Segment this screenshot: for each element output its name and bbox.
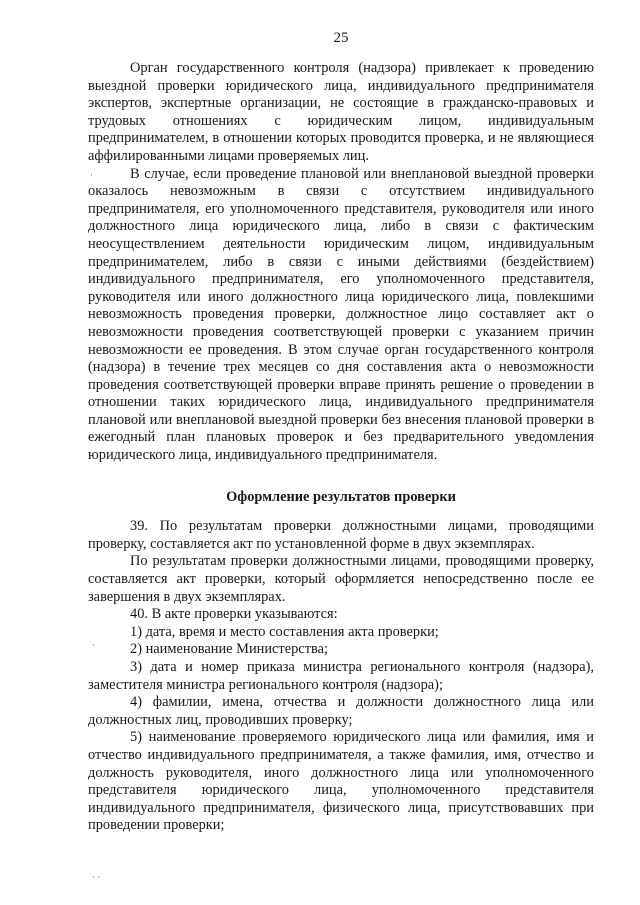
list-item-1: 1) дата, время и место составления акта проверки;	[130, 623, 439, 640]
scan-mark: · ·	[92, 872, 101, 882]
paragraph-act-drafted: По результатам проверки должностными лицами, проводящими проверку, составляется акт проверки, который оформляется непосредственно после ее завершения в двух экземплярах.	[88, 553, 594, 605]
list-item-3: 3) дата и номер приказа министра регионального контроля (надзора), заместителя министра регионального контроля (надзора);	[88, 659, 594, 693]
paragraph-40: 40. В акте проверки указываются:	[130, 606, 338, 623]
document-body	[88, 60, 594, 835]
paragraph-39: 39. По результатам проверки должностными лицами, проводящими проверку, составляется акт по установленной форме в двух экземплярах.	[88, 518, 594, 552]
section-heading: Оформление результатов проверки	[226, 488, 456, 505]
list-item-2: 2) наименование Министерства;	[130, 641, 328, 658]
page-number: 25	[333, 30, 349, 46]
paragraph-impossible-inspection: В случае, если проведение плановой или внеплановой выездной проверки оказалось невозможным в связи с отсутствием индивидуального предпринимателя, его уполномоченного представителя, руководителя или иного должностного лица юридического лица, либо в связи с фактическим неосуществлением деятельности юридическим лицом, индивидуальным предпринимателем, либо в связи с иными действиями (бездействием) индивидуального предпринимателя, его уполномоченного представителя, руководителя или иного должностного лица юридического лица, повлекшими невозможность проведения проверки, должностное лицо составляет акт о невозможности проведения соответствующей проверки с указанием причин невозможности ее проведения. В этом случае орган государственного контроля (надзора) в течение трех месяцев со дня составления акта о невозможности проведения соответствующей проверки вправе принять решение о проведении в отношении таких юридического лица, индивидуального предпринимателя плановой или внеплановой выездной проверки без внесения плановой проверки в ежегодный план плановых проверок и без предварительного уведомления юридического лица, индивидуального предпринимателя.	[88, 165, 594, 464]
list-item-5: 5) наименование проверяемого юридического лица или фамилия, имя и отчество индивидуального предпринимателя, а также фамилия, имя, отчество и должность руководителя, иного должностного лица или уполномоченного представителя юридического лица, уполномоченного представителя индивидуального предпринимателя, физического лица, присутствовавших при проведении проверки;	[88, 729, 594, 834]
scan-mark: ·	[90, 170, 93, 180]
scan-mark: ·	[92, 640, 95, 650]
paragraph-experts: Орган государственного контроля (надзора) привлекает к проведению выездной проверки юридического лица, индивидуального предпринимателя экспертов, экспертные организации, не состоящие в гражданско-правовых и трудовых отношениях с юридическим лицом, индивидуальным предпринимателем, в отношении которых проводится проверка, и не являющиеся аффилированными лицами проверяемых лиц.	[88, 60, 594, 164]
list-item-4: 4) фамилии, имена, отчества и должности должностного лица или должностных лиц, проводивших проверку;	[88, 694, 594, 728]
